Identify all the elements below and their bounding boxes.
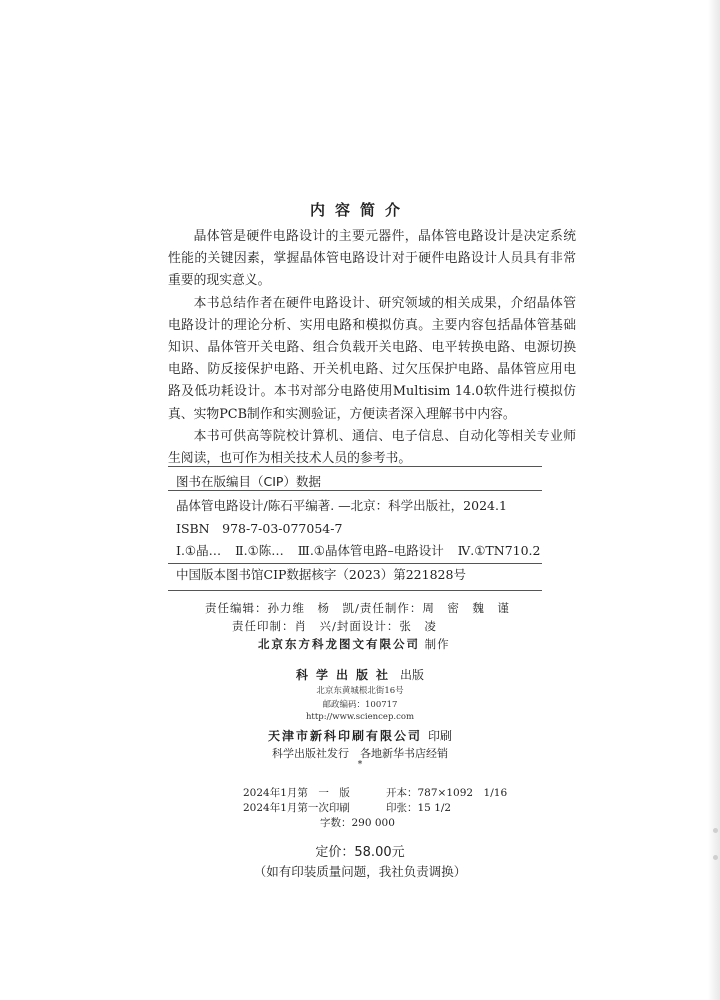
publisher-website: http://www.sciencep.com — [305, 712, 415, 722]
summary-paragraph: 本书总结作者在硬件电路设计、研究领域的相关成果，介绍晶体管电路设计的理论分析、实用电路和模拟仿真。主要内容包括晶体管基础知识、晶体管开关电路、组合负载开关电路、电平转换电路、电源切换电路、防反接保护电路、开关机电路、过欠压保护电路、晶体管应用电路及低功耗设计。本书对部分电路使用Multisim 14.0软件进行模拟仿真、实物PCB制作和实测验证，方便读者深入理解书中内容。 — [168, 295, 576, 422]
summary-paragraph: 本书可供高等院校计算机、通信、电子信息、自动化等相关专业师生阅读，也可作为相关技术人员的参考书。 — [168, 428, 576, 467]
word-count: 字数：290 000 — [320, 817, 395, 829]
summary-paragraph: 晶体管是硬件电路设计的主要元器件，晶体管电路设计是决定系统性能的关键因素，掌握晶体管电路设计对于硬件电路设计人员具有非常重要的现实意义。 — [168, 229, 576, 289]
cip-heading-rule — [168, 490, 542, 491]
printer-suffix: 印刷 — [428, 729, 453, 743]
publisher-address: 北京东黄城根北街16号 — [316, 686, 404, 696]
staff-producer — [258, 636, 450, 652]
staff-label: 责任印制： — [232, 619, 295, 633]
format: 开本：787×1092 1/16 — [386, 787, 508, 799]
cip-class-item: Ⅳ.①TN710.2 — [457, 543, 541, 558]
publisher-suffix: 出版 — [400, 668, 425, 682]
staff-value: 孙力维 杨 凯/责任制作：周 密 魏 谨 — [267, 601, 510, 615]
cip-heading: 图书在版编目（CIP）数据 — [176, 474, 321, 489]
staff-editors — [205, 600, 510, 616]
summary-body — [168, 226, 576, 470]
cip-class-item: Ⅰ.①晶… — [176, 543, 222, 558]
sheets: 印张：15 1/2 — [386, 802, 452, 814]
cip-classification — [176, 542, 542, 560]
printer-line — [0, 727, 720, 744]
publisher-name: 科学出版社 — [295, 668, 396, 682]
distribution: 科学出版社发行 各地新华书店经销 — [272, 747, 448, 760]
price: 定价：58.00元 — [315, 845, 405, 860]
separator-star: * — [357, 760, 363, 770]
producer-suffix: 制作 — [424, 637, 450, 651]
cip-title-line: 晶体管电路设计/陈石平编著. —北京：科学出版社，2024.1 — [176, 498, 507, 513]
edition: 2024年1月第 一 版 — [243, 787, 350, 799]
publisher-line — [0, 666, 720, 683]
publisher-postcode: 邮政编码：100717 — [322, 700, 398, 710]
cip-class-item: Ⅱ.①陈… — [235, 543, 284, 558]
staff-value: 肖 兴/封面设计：张 凌 — [294, 619, 437, 633]
cip-class-item: Ⅲ.①晶体管电路–电路设计 — [297, 543, 444, 558]
cip-isbn: ISBN 978-7-03-077054-7 — [176, 521, 343, 536]
cip-bottom-rule — [168, 590, 542, 591]
cip-mid-rule — [168, 563, 542, 564]
printer-name: 天津市新科印刷有限公司 — [267, 729, 422, 743]
cip-top-rule — [168, 466, 542, 467]
printing: 2024年1月第一次印刷 — [243, 802, 350, 814]
staff-label: 责任编辑： — [205, 601, 268, 615]
quality-note: （如有印装质量问题，我社负责调换） — [253, 864, 467, 879]
staff-printing — [232, 618, 437, 634]
cip-number: 中国版本图书馆CIP数据核字（2023）第221828号 — [176, 567, 466, 582]
producer-name: 北京东方科龙图文有限公司 — [258, 637, 420, 651]
summary-title: 内容简介 — [309, 201, 410, 219]
edge-mark — [713, 828, 718, 833]
